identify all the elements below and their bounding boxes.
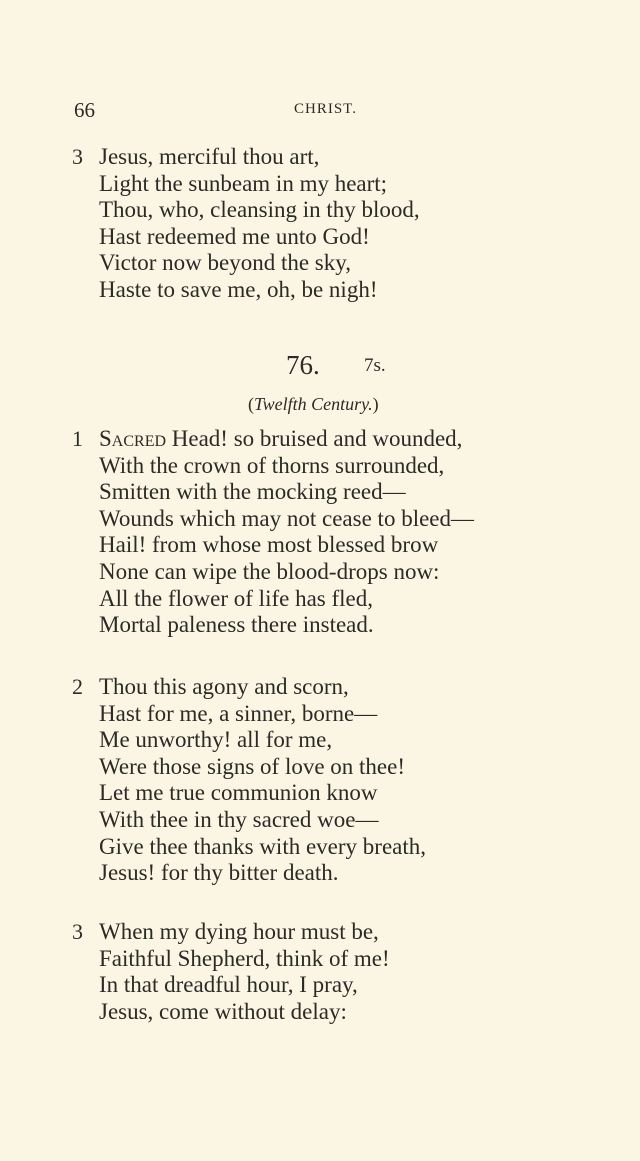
verse-line: Wounds which may not cease to bleed— bbox=[99, 505, 474, 531]
verse-line: Hast redeemed me unto God! bbox=[99, 223, 370, 249]
verse-line: In that dreadful hour, I pray, bbox=[99, 972, 358, 998]
hymn-source bbox=[248, 394, 379, 415]
verse-line: Mortal paleness there instead. bbox=[99, 612, 374, 638]
verse-line: Let me true communion know bbox=[99, 780, 378, 806]
page-number: 66 bbox=[74, 98, 95, 122]
first-line-rest: Head! so bruised and wounded, bbox=[166, 426, 463, 451]
verse-line: Jesus, come without delay: bbox=[99, 998, 347, 1024]
verse-line: Hast for me, a sinner, borne— bbox=[99, 700, 378, 726]
verse-line: Thou this agony and scorn, bbox=[99, 674, 349, 699]
running-head bbox=[74, 98, 374, 126]
verse-line: Hail! from whose most blessed brow bbox=[99, 532, 439, 558]
verse-line: All the flower of life has fled, bbox=[99, 585, 373, 611]
verse-line: Me unworthy! all for me, bbox=[99, 727, 333, 753]
hymn-meter: 7s. bbox=[364, 355, 386, 376]
verse-line: Smitten with the mocking reed— bbox=[99, 479, 406, 505]
stanza-number: 1 bbox=[72, 426, 83, 451]
verse-line: Were those signs of love on thee! bbox=[99, 753, 406, 779]
hymn-number: 76. bbox=[286, 350, 320, 380]
verse-line: When my dying hour must be, bbox=[99, 919, 379, 944]
verse-line: Jesus, merciful thou art, bbox=[99, 144, 320, 169]
verse-line: With the crown of thorns surrounded, bbox=[99, 452, 445, 478]
running-title: CHRIST. bbox=[294, 101, 357, 117]
verse-line: Faithful Shepherd, think of me! bbox=[99, 945, 390, 971]
stanza-lines bbox=[99, 919, 390, 1025]
stanza-lines bbox=[99, 674, 426, 887]
stanza-lines bbox=[99, 144, 420, 304]
stanza-lines bbox=[99, 426, 474, 639]
verse-line: Jesus! for thy bitter death. bbox=[99, 860, 339, 886]
verse-line: Light the sunbeam in my heart; bbox=[99, 170, 388, 196]
source-open-paren: ( bbox=[248, 394, 254, 414]
source-close-paren: ) bbox=[372, 394, 379, 414]
stanza-number: 3 bbox=[72, 919, 83, 944]
source-text: Twelfth Century. bbox=[254, 394, 373, 414]
verse-line bbox=[99, 426, 474, 453]
stanza-number: 2 bbox=[72, 674, 83, 699]
verse-line: Victor now beyond the sky, bbox=[99, 250, 352, 276]
verse-line: Give thee thanks with every breath, bbox=[99, 833, 426, 859]
verse-line: With thee in thy sacred woe— bbox=[99, 806, 379, 832]
stanza-number: 3 bbox=[72, 144, 83, 169]
verse-line: None can wipe the blood-drops now: bbox=[99, 558, 440, 584]
verse-line: Thou, who, cleansing in thy blood, bbox=[99, 197, 420, 223]
first-word-small-caps: Sacred bbox=[99, 426, 167, 451]
verse-line: Haste to save me, oh, be nigh! bbox=[99, 276, 378, 302]
